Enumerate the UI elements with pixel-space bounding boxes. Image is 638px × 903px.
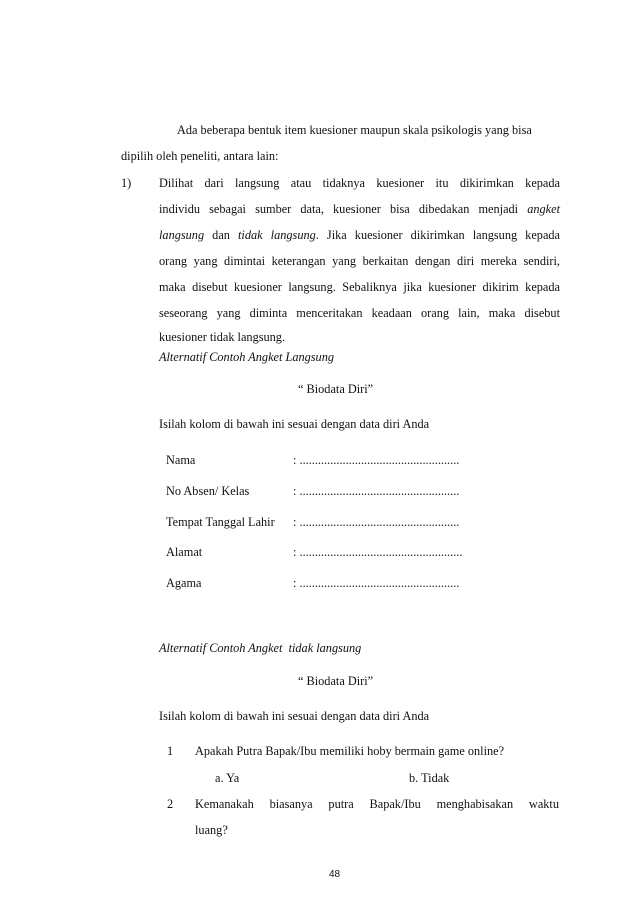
point-line-3-mid: dan	[212, 228, 230, 242]
point-line-2-italic: angket	[527, 202, 560, 216]
question-1-number: 1	[167, 744, 174, 758]
indirect-instruction: Isilah kolom di bawah ini sesuai dengan data diri Anda	[159, 709, 430, 723]
field-label-nama: Nama	[166, 453, 196, 467]
direct-example-heading: Alternatif Contoh Angket Langsung	[159, 350, 335, 364]
field-blank-ttl[interactable]: : ....................................................	[293, 515, 460, 529]
field-label-ttl: Tempat Tanggal Lahir	[166, 515, 275, 529]
direct-biodata-title: “ Biodata Diri”	[298, 382, 374, 396]
term-langsung: langsung	[159, 228, 205, 242]
field-blank-alamat[interactable]: : .....................................................	[293, 545, 463, 559]
option-tidak[interactable]: b. Tidak	[409, 771, 450, 785]
point-line-5: maka disebut kuesioner langsung. Sebaliknya jika kuesioner dikirim kepada	[159, 280, 560, 294]
point-line-6: seseorang yang diminta menceritakan keadaan orang lain, maka disebut	[159, 306, 560, 320]
intro-line-2: dipilih oleh peneliti, antara lain:	[121, 149, 279, 163]
point-number: 1)	[121, 176, 132, 190]
point-line-3	[159, 229, 560, 241]
direct-instruction: Isilah kolom di bawah ini sesuai dengan data diri Anda	[159, 417, 430, 431]
point-line-3-rest: . Jika kuesioner dikirimkan langsung kepada	[315, 228, 561, 242]
point-line-1: Dilihat dari langsung atau tidaknya kuesioner itu dikirimkan kepada	[159, 176, 560, 190]
indirect-heading-b: tidak langsung	[288, 641, 362, 655]
point-line-7: kuesioner tidak langsung.	[159, 330, 286, 344]
point-line-2	[159, 203, 560, 215]
field-label-no-absen: No Absen/ Kelas	[166, 484, 250, 498]
question-2-line-1: Kemanakah biasanya putra Bapak/Ibu menghabisakan waktu	[195, 797, 559, 811]
field-label-alamat: Alamat	[166, 545, 203, 559]
question-1-text: Apakah Putra Bapak/Ibu memiliki hoby bermain game online?	[195, 744, 505, 758]
question-2-line-2: luang?	[195, 823, 228, 837]
point-line-2-text: individu sebagai sumber data, kuesioner bisa dibedakan menjadi	[159, 202, 519, 216]
question-2-number: 2	[167, 797, 174, 811]
field-label-agama: Agama	[166, 576, 202, 590]
field-blank-nama[interactable]: : ....................................................	[293, 453, 460, 467]
indirect-example-heading	[159, 642, 361, 654]
option-ya[interactable]: a. Ya	[215, 771, 240, 785]
field-blank-no-absen[interactable]: : ....................................................	[293, 484, 460, 498]
point-line-4: orang yang dimintai keterangan yang berkaitan dengan diri mereka sendiri,	[159, 254, 560, 268]
indirect-biodata-title: “ Biodata Diri”	[298, 674, 374, 688]
term-tidak-langsung: tidak langsung	[238, 228, 316, 242]
field-blank-agama[interactable]: : ....................................................	[293, 576, 460, 590]
intro-line-1: Ada beberapa bentuk item kuesioner maupun skala psikologis yang bisa	[177, 123, 532, 137]
page-number: 48	[329, 869, 341, 880]
indirect-heading-a: Alternatif Contoh Angket	[159, 641, 283, 655]
